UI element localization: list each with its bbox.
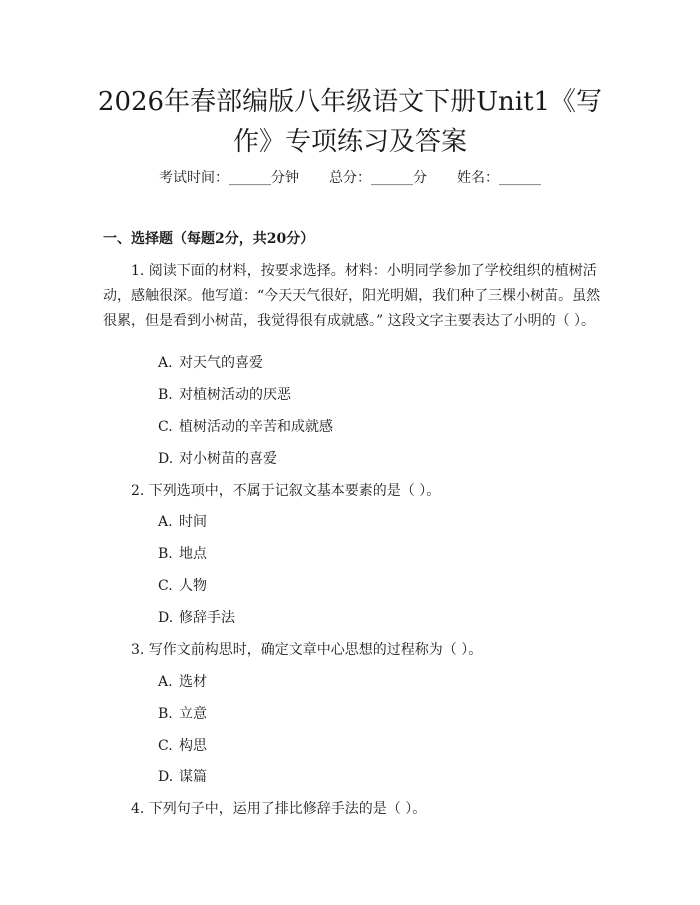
- exam-time-field: 考试时间：______分钟: [159, 170, 299, 186]
- document-title: 2026年春部编版八年级语文下册Unit1《写作》专项练习及答案: [97, 87, 603, 157]
- question-2-option-b: B. 地点: [158, 546, 207, 562]
- question-3-option-a: A. 选材: [158, 674, 207, 690]
- question-3-option-d: D. 谋篇: [158, 769, 207, 785]
- question-1-stem: 1. 阅读下面的材料，按要求选择。材料：小明同学参加了学校组织的植树活动，感触很深。他写道：“今天天气很好，阳光明媚，我们种了三棵小树苗。虽然很累，但是看到小树苗，我觉得很有成就感。” 这段文字主要表达了小明的（ ）。: [103, 263, 601, 329]
- exam-score-field: 总分：______分: [329, 170, 427, 186]
- exam-info: [0, 168, 700, 188]
- question-2-option-d: D. 修辞手法: [158, 610, 235, 626]
- question-1-option-b: B. 对植树活动的厌恶: [158, 387, 291, 403]
- question-3-stem: 3. 写作文前构思时，确定文章中心思想的过程称为（ ）。: [131, 642, 483, 658]
- question-3-option-c: C. 构思: [158, 738, 207, 754]
- section-heading: 一、选择题（每题2分，共20分）: [103, 231, 315, 247]
- question-2-option-c: C. 人物: [158, 578, 207, 594]
- question-2-option-a: A. 时间: [158, 514, 207, 530]
- question-3-option-b: B. 立意: [158, 706, 207, 722]
- question-1-option-d: D. 对小树苗的喜爱: [158, 451, 277, 467]
- question-1-option-a: A. 对天气的喜爱: [158, 355, 263, 371]
- question-4-stem: 4. 下列句子中，运用了排比修辞手法的是（ ）。: [131, 801, 427, 817]
- question-2-stem: 2. 下列选项中，不属于记叙文基本要素的是（ ）。: [131, 483, 441, 499]
- question-1-option-c: C. 植树活动的辛苦和成就感: [158, 419, 333, 435]
- exam-name-field: 姓名：______: [457, 170, 541, 186]
